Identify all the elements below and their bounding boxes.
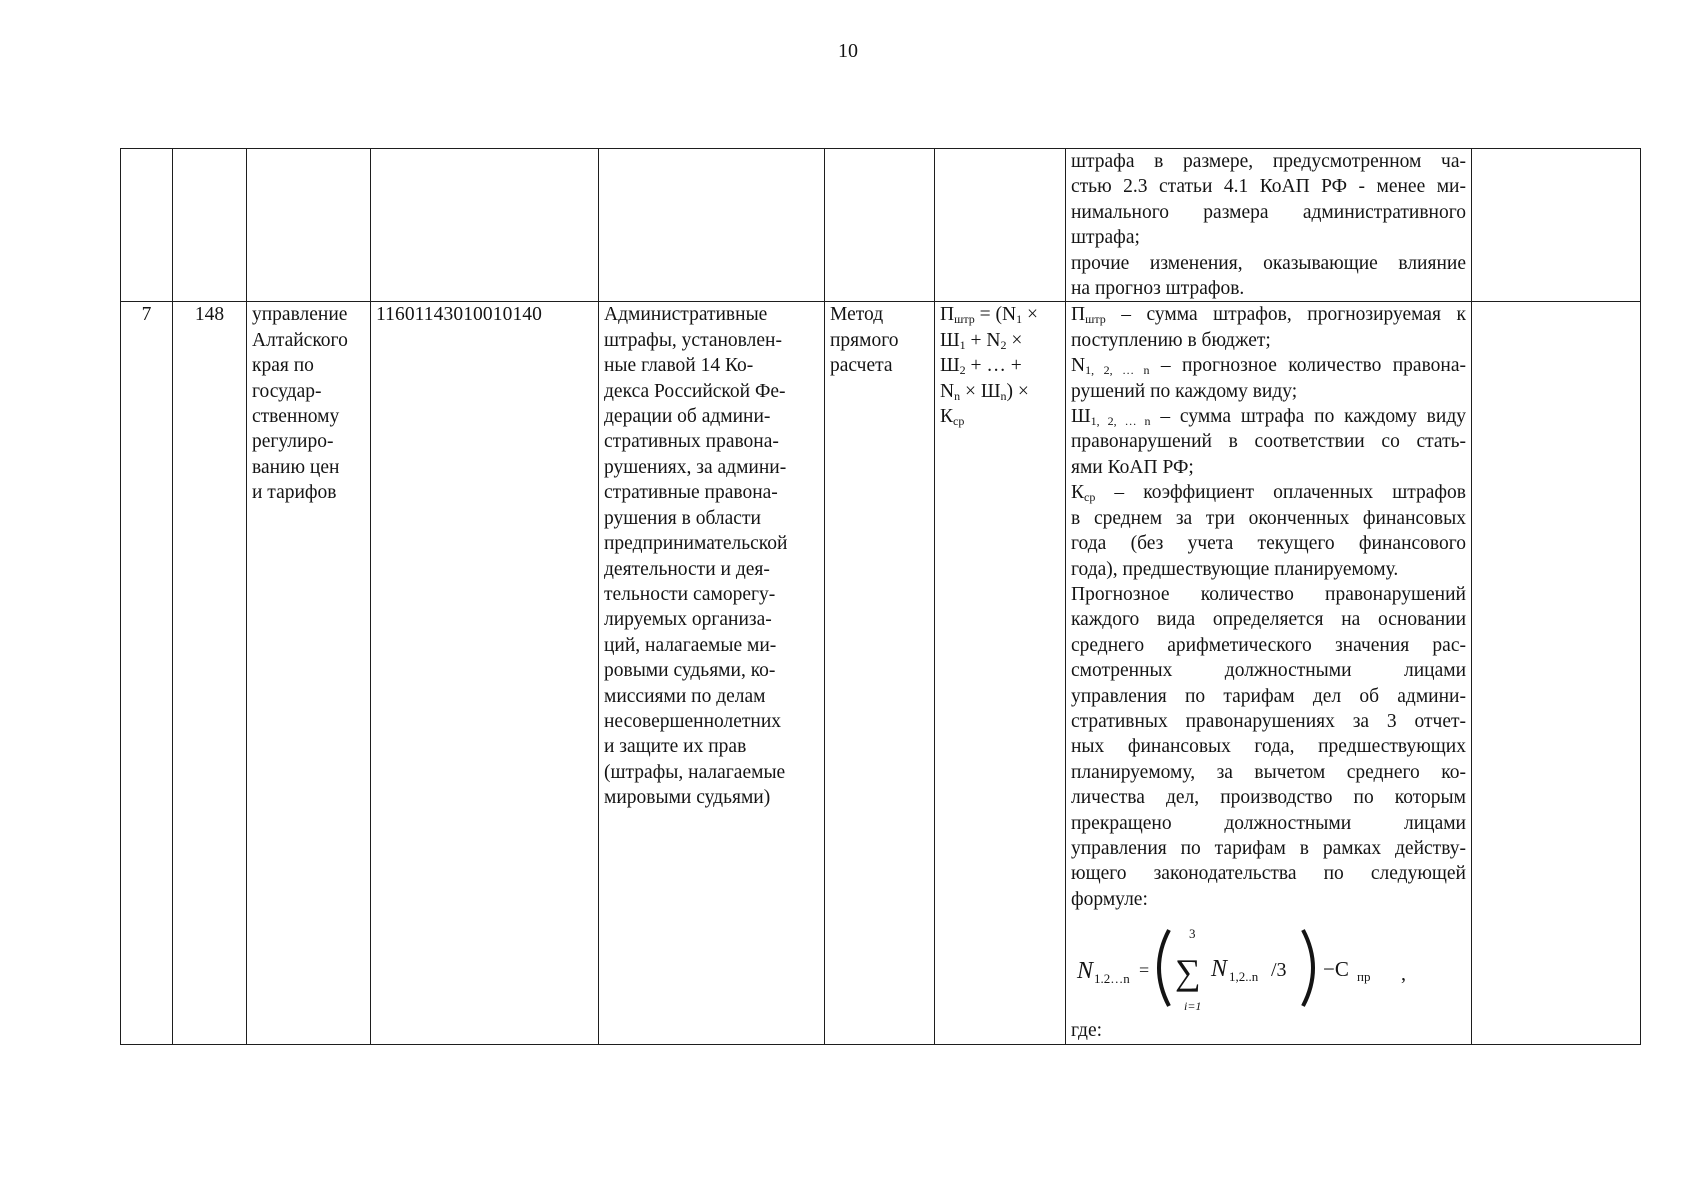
income-line: стративные правона-: [604, 482, 778, 504]
sum-symbol: ∑: [1175, 952, 1201, 993]
description-line: поступлению в бюджет;: [1071, 329, 1271, 351]
cell-empty: [599, 149, 825, 302]
formula-part: Ш: [940, 355, 960, 377]
kbk-code: 11601143010010140: [371, 302, 599, 1044]
administrator-cell: [247, 302, 371, 1044]
income-line: ровыми судьями, ко-: [604, 660, 776, 682]
administrator-line: края по: [252, 355, 314, 377]
formula-comma: ,: [1401, 963, 1406, 986]
formula-part: + N: [965, 329, 1001, 351]
symbol-subscript: 1, 2, … n: [1085, 363, 1150, 378]
income-line: тельности саморегу-: [604, 583, 776, 605]
paragraph-line: планируемому, за вычетом среднего ко-: [1071, 761, 1466, 783]
paragraph-line: управления по тарифам в рамках действу-: [1071, 837, 1466, 859]
formula-line: [940, 353, 1060, 378]
description-line: ями КоАП РФ;: [1071, 456, 1194, 478]
formula-part: = (N: [974, 304, 1017, 326]
where-label: где:: [1071, 1020, 1103, 1042]
paragraph-line: ных финансовых года, предшествующих: [1071, 736, 1466, 758]
text-line: стью 2.3 статьи 4.1 КоАП РФ - менее ми-: [1071, 176, 1466, 198]
paragraph-line: Прогнозное количество правонарушений: [1071, 583, 1466, 605]
income-line: деятельности и дея-: [604, 558, 770, 580]
formula-line: [940, 328, 1060, 353]
lhs-subscript: 1.2…n: [1094, 971, 1130, 987]
paragraph-line: формуле:: [1071, 888, 1148, 910]
formula-part: ×: [1022, 304, 1038, 326]
method-line: Метод: [830, 304, 884, 326]
administrator-line: ственному: [252, 406, 340, 428]
formula-line: [940, 404, 1060, 429]
income-line: несовершеннолетних: [604, 710, 782, 732]
table-row: [121, 302, 1641, 1044]
income-line: и защите их прав: [604, 736, 747, 758]
paragraph-line: среднего арифметического значения рас-: [1071, 634, 1466, 656]
income-line: лируемых организа-: [604, 609, 772, 631]
formula-part: × Ш: [960, 380, 1001, 402]
cell-empty: [371, 149, 599, 302]
income-line: стративных правона-: [604, 431, 779, 453]
description-line: [1071, 404, 1466, 429]
formula-subscript: штр: [954, 312, 975, 327]
cell-empty: [825, 149, 935, 302]
income-line: мировыми судьями): [604, 787, 771, 809]
formula-part: ×: [1006, 329, 1023, 351]
administrator-line: государ-: [252, 380, 322, 402]
administrator-line: ванию цен: [252, 456, 340, 478]
paragraph-line: прекращено должностными лицами: [1071, 812, 1466, 834]
continuation-text: [1066, 149, 1472, 302]
formula-part: N: [940, 380, 955, 402]
income-line: ций, налагаемые ми-: [604, 634, 777, 656]
cell-empty: [1472, 149, 1641, 302]
administrator-line: регулиро-: [252, 431, 334, 453]
lhs-symbol: N: [1077, 958, 1094, 985]
minus-subscript: пр: [1357, 969, 1371, 985]
formula-subscript: 1: [1016, 312, 1023, 327]
formula-subscript: 2: [1000, 337, 1007, 352]
sum-upper-limit: 3: [1189, 926, 1196, 942]
method-cell: [825, 302, 935, 1044]
description-cell: [1066, 302, 1472, 1044]
text-line: нимального размера административного: [1071, 201, 1466, 223]
sum-formula-graphic: [1071, 918, 1401, 1018]
method-line: расчета: [830, 355, 893, 377]
inner-symbol: N: [1211, 956, 1228, 983]
definition-text: – сумма штрафов, прогнозируемая к: [1105, 304, 1466, 326]
description-line: года), предшествующие планируемому.: [1071, 558, 1399, 580]
symbol: N: [1071, 355, 1086, 377]
paragraph-line: стративных правонарушениях за 3 отчет-: [1071, 710, 1466, 732]
cell-empty: [173, 149, 247, 302]
symbol: К: [1071, 482, 1085, 504]
income-line: Административные: [604, 304, 768, 326]
description-line: года (без учета текущего финансового: [1071, 533, 1466, 555]
definition-text: – сумма штрафа по каждому виду: [1150, 406, 1466, 428]
income-line: ные главой 14 Ко-: [604, 355, 754, 377]
row-index: 7: [121, 302, 173, 1044]
formula-subscript: ср: [953, 414, 965, 429]
formula-part: + … +: [965, 355, 1022, 377]
paragraph-line: личества дел, производство по которым: [1071, 787, 1466, 809]
text-line: прочие изменения, оказывающие влияние: [1071, 252, 1466, 274]
cell-empty: [1472, 302, 1641, 1044]
symbol: Ш: [1071, 406, 1091, 428]
income-line: дерации об админи-: [604, 406, 771, 428]
inner-subscript: 1,2..n: [1229, 969, 1259, 985]
cell-empty: [121, 149, 173, 302]
page-number: 10: [838, 40, 858, 62]
symbol-subscript: штр: [1085, 312, 1106, 327]
income-line: рушения в области: [604, 507, 761, 529]
description-line: [1071, 480, 1466, 505]
administrator-line: Алтайского: [252, 329, 348, 351]
symbol: П: [1071, 304, 1086, 326]
paragraph-line: ющего законодательства по следующей: [1071, 863, 1466, 885]
code-number: 148: [173, 302, 247, 1044]
sum-formula: [1071, 918, 1466, 1018]
text-line: штрафа в размере, предусмотренном ча-: [1071, 151, 1466, 172]
formula-line: [940, 302, 1060, 327]
description-line: рушений по каждому виду;: [1071, 380, 1298, 402]
definition-text: – прогнозное количество правона-: [1149, 355, 1466, 377]
fines-forecast-table: [120, 148, 1641, 1045]
description-line: правонарушений в соответствии со стать-: [1071, 431, 1466, 453]
paragraph-line: смотренных должностными лицами: [1071, 660, 1466, 682]
formula-subscript: n: [1000, 388, 1007, 403]
income-line: штрафы, установлен-: [604, 329, 782, 351]
paragraph-line: каждого вида определяется на основании: [1071, 609, 1466, 631]
income-line: рушениях, за админи-: [604, 456, 787, 478]
formula-cell: [935, 302, 1066, 1044]
formula-subscript: n: [954, 388, 961, 403]
minus-term: −С: [1323, 957, 1349, 982]
left-paren: [1159, 930, 1169, 1006]
method-line: прямого: [830, 329, 899, 351]
income-line: декса Российской Фе-: [604, 380, 786, 402]
paragraph-line: управления по тарифам дел об админи-: [1071, 685, 1466, 707]
formula-line: [940, 379, 1060, 404]
income-name-cell: [599, 302, 825, 1044]
continuation-row: [121, 149, 1641, 302]
symbol-subscript: ср: [1084, 490, 1096, 505]
formula-part: ) ×: [1006, 380, 1029, 402]
administrator-line: и тарифов: [252, 482, 337, 504]
formula-part: П: [940, 304, 955, 326]
description-line: в среднем за три оконченных финансовых: [1071, 507, 1466, 529]
income-line: миссиями по делам: [604, 685, 766, 707]
income-line: предпринимательской: [604, 533, 788, 555]
cell-empty: [247, 149, 371, 302]
text-line: штрафа;: [1071, 227, 1140, 249]
description-line: [1071, 353, 1466, 378]
divide-by-three: /3: [1271, 959, 1287, 982]
text-line: на прогноз штрафов.: [1071, 278, 1245, 300]
symbol-subscript: 1, 2, … n: [1090, 414, 1151, 429]
formula-part: Ш: [940, 329, 960, 351]
formula-subscript: 1: [959, 337, 966, 352]
cell-empty: [935, 149, 1066, 302]
equals-sign: =: [1139, 960, 1150, 981]
administrator-line: управление: [252, 304, 348, 326]
sum-lower-limit: i=1: [1184, 999, 1202, 1014]
formula-subscript: 2: [959, 363, 966, 378]
formula-part: К: [940, 406, 954, 428]
description-line: [1071, 302, 1466, 327]
right-paren: [1303, 930, 1313, 1006]
definition-text: – коэффициент оплаченных штрафов: [1095, 482, 1466, 504]
income-line: (штрафы, налагаемые: [604, 761, 786, 783]
